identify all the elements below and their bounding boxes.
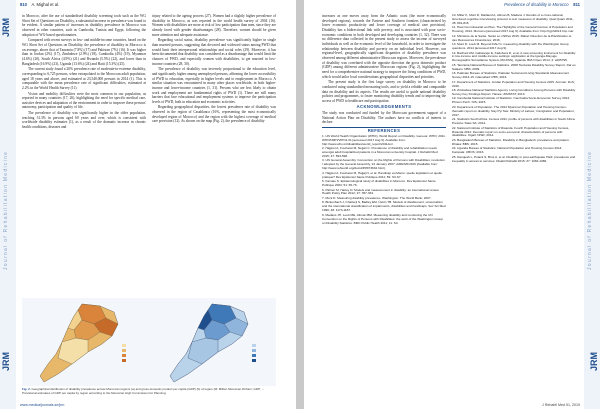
paragraph: The prevalence of disability was inversely proportional to the education level, and significantly higher among unemployed persons, affirming the lower accessibility of PWD to education, especially in higher levels and to employment in Morocco. A similar situation was encountered in many other places worldwide, in both higher-income and lower-income countries (1, 31). Persons who are less likely to obtain work and employment are fundamental rights of PWD (1). There are still many barriers that face educational and employment systems to improve the participation levels of PWD, both in education and economic activities. xyxy=(152,67,276,104)
reference-list xyxy=(452,14,576,164)
reference-list xyxy=(322,135,446,226)
journal-band-text: Journal of Rehabilitation Medicine xyxy=(587,150,593,270)
acknowledgements-heading: ACKNOWLEDGEMENTS xyxy=(356,104,412,110)
reference-item: 12. Ministère de la Santé. Santé en chiffres 2015. Rabat: Direction de la Planification et des Ressources Financières; 2016. xyxy=(452,33,572,42)
jrm-logo: JRM xyxy=(589,352,599,372)
paragraph: The prevalence of disability was significantly higher in the older population, reaching 31.3% in persons aged 60 years and over, which is consistent with worldwide disability estimates (1), as a result of the dramatic increase in chronic health conditions, diseases and xyxy=(22,111,146,130)
paragraph: Compared with recent surveys in low- and middle-income countries, based on the WG Short Set of Questions on Disability, the prevalence of disability in Morocco is on average, above that of Tanzania (7.8%) (17) and Pakistan (7%) (16). It was higher than in Jordan (2%) (17), Zimbabwe (2.9%) (18), Cambodia (4%) (19), Myanmar (4.6%) (20), South Africa (4.9%) (21) and Rwanda (5.5%) (22), and lower than in Bangladesh (16.9%) (23), Uganda (13.6%) (24) and Haiti (15.3%) (25). xyxy=(22,38,146,66)
reference-item: 13. Mont D, Loeb M. Beyond DALYs: measuring disability with the Washington Group questions. 2014 [accessed 2017 Aug 9]. xyxy=(452,42,569,51)
reference-item: 6. Palmer M, Harley D. Models and measurement in disability: an international review. Health Policy Plan 2012; 27: 357-364. xyxy=(322,187,440,196)
reference-item: 21. Statistics South Africa. Census 2011: profile of persons with disabilities in South Africa. Pretoria: Stats SA; 2014. xyxy=(452,117,576,126)
reference-item: 3. UN General Assembly. Convention on the Rights of Persons with Disabilities: resolution / adopted by the General Assembly, 24 January 2007, A/RES/61/106 [Available from: http://www.refworld.org/docid/45f973632.html]. xyxy=(322,158,445,171)
running-author: A. Mighal et al. xyxy=(31,2,60,7)
text-column xyxy=(22,14,146,131)
jrm-logo: JRM xyxy=(1,352,11,372)
reference-item: 5. Kamaie S. Epidemiological study of disabilities in Morocco. Rev Epidemiol Sante Publique 2003; 51: 65-76. xyxy=(322,179,436,187)
map-a xyxy=(40,304,118,382)
jrm-logo: JRM xyxy=(589,18,599,38)
page-header xyxy=(20,2,276,12)
right-page xyxy=(304,0,600,409)
reference-item: 11. Haut Commissariat au Plan. The Highlights of the General Census of Population and Housing, 2014. Morocco [accessed 2017 Aug 9]. Available from: http://rgph2014.hcp.ma/. xyxy=(452,25,575,34)
figure-caption-text: Geographical distribution of disability prevalence across Moroccan regions (a) and gross domestic product per capita (GDP) (b) of region (M: Million Moroccan Dirham; GDP; ... Provisional estimates of GDP per capita by region according to the Moroccan High Commission for Planning. xyxy=(22,387,265,395)
reference-item: 4. Hajjioui A, Fourtassi M, Hajjaj N, et al. Handicap au Maroc: quelle législation et quelle pratique? Rev Epidemiol Sante Publique 2011; 59: S3-S7. xyxy=(322,170,443,179)
running-title: Prevalence of disability in Morocco xyxy=(504,2,569,7)
paragraph: injury related to the ageing process (27). Women had a slightly higher prevalence of disability in Morocco, as was reported in the world health survey of 2004 (16). Women with disabilities are more at risk of low participation than men, since they are already faced with gender disadvantages (28). Therefore, women should be given more attention and adequate assistance. xyxy=(152,14,276,37)
reference-item: 1. UN World Health Organization (WHO), World Report on Disability. Geneva: WHO; 2011. WHO/NMH/VIP/11.01 [accessed 2017 Aug 9]. Available from: http://www.who.int/disabilities/world_report/2011/en/. xyxy=(322,133,446,146)
reference-item: 22. National Institute of Statistics of Rwanda. Fourth Population and Housing Census, Rwanda 2012: thematic report on socio-economic characteristics of persons with disabilities. Kigali: NISR; 2014. xyxy=(452,125,570,138)
side-band xyxy=(0,0,16,409)
paragraph: increases as one moves away from the Atlantic coast (the more economically developed regions), towards the Eastern and Southern frontiers (characterized by lower economic productivity and lower coverage of medical care provision). Disability has a bidirectional link with poverty, and is associated with poor socio-economic conditions in both developed and developing countries (1, 32). There was no difference data collected in the present study to assess the income of surveyed individuals as well as the economic level of the household, in order to investigate the relationship between disability and poverty on an individual level. However, our regional-level, geographically significant disparities of disability prevalence was observed among different administrative Moroccan regions. Moreover, the prevalence of disability was correlated with the opposite direction the gross domestic product (GDP) among different administrative Moroccan regions (Fig. 2), highlighting the need for a comprehensive national strategy to improve the living conditions of PWD, which would tailor local considerations geographical disparities and priorities. xyxy=(322,14,446,79)
text-column xyxy=(152,14,276,125)
map-b xyxy=(170,304,248,382)
paragraph: Vision and mobility difficulties were the most common in our population, as reported in many countries (17, 26), highlighting the need for specific medical care, assistive devices and adaptation of the environment in order to improve these persons' autonomy, participation and quality of life. xyxy=(22,91,146,110)
references-heading: REFERENCES xyxy=(322,127,446,134)
page-footer xyxy=(324,403,580,407)
page-header xyxy=(324,2,580,12)
page-gutter xyxy=(296,0,304,409)
figure-maps xyxy=(22,298,276,386)
reference-item: 8. Bickenbach J, Chatterji S, Badley EM, Üstün TB. Models of disablement, universalism and the international classification of impairments, disabilities and handicaps. Soc Sci Med 1999; 48: 1173-1187. xyxy=(322,200,446,213)
text-column xyxy=(322,14,446,226)
paragraph: Regarding geographical disparities, the lowest prevalence rate of disability was observed in the region of Casablanca (16%, representing the most economically developed region of Morocco) and the region with the highest coverage of medical care provision (12). As shown on the map (Fig. 2), the prevalence of disability xyxy=(152,105,276,124)
reference-item: 15. Tanzania National Bureau of Statistics. 2008 Tanzania Disability Survey Report. Dar es Salaam: NBS; 2009. xyxy=(452,62,576,71)
reference-item: 16. Pakistan Bureau of Statistics. Pakistan Social and Living Standards Measurement Survey 2014-15. Islamabad: PBS; 2016. xyxy=(452,71,570,80)
journal-url-link[interactable]: www.medicaljournals.se/jrm xyxy=(20,403,65,407)
left-page xyxy=(0,0,296,409)
jrm-logo: JRM xyxy=(1,18,11,38)
reference-item: 23. Bangladesh Bureau of Statistics. Disability in Bangladesh: prevalence and pattern. Dhaka: BBS; 2015. xyxy=(452,137,570,146)
reference-item: 24. Uganda Bureau of Statistics. National Population and Housing Census 2014. Kampala: UBOS; 2016. xyxy=(452,146,563,155)
page-footer xyxy=(20,403,276,407)
page-number: 810 xyxy=(20,2,27,7)
acknowledgements-text: The study was conducted and funded by the Moroccan government support of a National Action Plan on Disability. The authors have no conflicts of interest to declare. xyxy=(322,111,446,125)
side-band xyxy=(584,0,600,409)
paragraph: The present study is the first large survey on disability in Morocco to be conducted using standardised measuring tools, and to yield a reliable and comparable data on disability and its aspects. The results are useful to guide national disability policies and programmes, to foster monitoring disability trends and to improving the access of PWD to healthcare and participation. xyxy=(322,80,446,103)
reference-item: 18. Zimbabwe National Statistics Agency. Living Conditions Among Persons with Disability Survey Key Findings Report. Harare: ZIMSTAT; 2013. xyxy=(452,88,576,96)
page-number: 811 xyxy=(573,2,580,7)
reference-item: 10. Miller K, Mont D, Maitland A, Altman B, Madans J. Results of a cross-national structured cognitive interviewing protocol to test measures of disability. Qual Quant 2011; 45: 801-815. xyxy=(452,13,574,25)
figure-caption xyxy=(22,388,276,396)
paragraph: The current study found a 20% prevalence rate of moderate-to-extreme disability, corresponding to 6,725 persons, when extrapolated to the Moroccan adult population, aged 18 years and above, and estimated at 23,540,000 persons in 2014 (1). This is comparable with the mean prevalence rate of significant difficulties, estimated at 2.2% in the World Health Survey (11). xyxy=(22,67,146,90)
paragraph: Regarding social status, disability prevalence was significantly higher in single than married persons, suggesting that divorced and widowed status among PWD that would limit their interpersonal relationships and social roles (29). Moreover, it has been documented that disability was considered as a disadvantage that would limit the chances of PWD, and especially women with disabilities, to get married in low-income countries (28, 30). xyxy=(152,38,276,66)
paragraph: in Morocco, after the use of standardised disability screening tools such as the WG Short Set of Questions on Disability, a substantial increase in prevalence was found to be evident. A similar pattern of increases in disability prevalence in Morocco was observed in other countries, such as Cambodia, Tunisia and Egypt, following the adoption of WG-based questionnaires. xyxy=(22,14,146,37)
reference-item: 7. Mont D. Measuring disability prevalence. Washington: The World Bank; 2007. xyxy=(322,195,432,200)
reference-item: 14. Bachani AM, Galiwango E, Kadobera D, et al. A new screening instrument for disability in low-income and middle-income settings: application at the Iganga-Mayuge Demographic Surveillance System (IM-DSS), Uganda. BMJ Open 2014; 4: e005795. xyxy=(452,50,576,63)
legend-a xyxy=(122,344,126,362)
figure-label: Fig. 2. xyxy=(22,387,31,391)
reference-item: 17. Department of Statistics. Jordan Population and Housing Census 2015. Amman: DoS; 2016. xyxy=(452,79,575,88)
morocco-map-figure xyxy=(22,298,276,386)
journal-band-text: Journal of Rehabilitation Medicine xyxy=(3,150,9,270)
text-column xyxy=(452,14,576,164)
reference-item: 20. Department of Population. The 2014 Myanmar Population and Housing Census: thematic report on disability. Nay Pyi Taw: Ministry of Labour, Immigration and Population; 2017. xyxy=(452,104,575,117)
legend-b xyxy=(252,344,256,362)
reference-item: 25. Danquah L, Polack S, Brus A, et al. Disability in post-earthquake Haiti: prevalence and inequality in access to services. Disabil Rehabil 2015; 37: 1082-1089. xyxy=(452,154,576,163)
journal-issue: J Rehabil Med 51, 2019 xyxy=(542,403,580,407)
reference-item: 19. Cambodia National Institute of Statistics. Cambodia Socio-Economic Survey 2014. Phnom Penh: NIS; 2015. xyxy=(452,96,570,105)
reference-item: 2. Hajjioui A, Fourtassi M, Nejjari C. Prevalence of disability and rehabilitation needs amongst adult hospitalized patients in a Moroccan university hospital. J Rehabil Med 2015; 47: 593-598. xyxy=(322,146,438,158)
reference-item: 9. Madans JH, Loeb ME, Altman BM. Measuring disability and monitoring the UN Convention on the Rights of Persons with Disabilities: the work of the Washington Group on Disability Statistics. BMC Public Health 2011; 11: S4. xyxy=(322,212,443,225)
